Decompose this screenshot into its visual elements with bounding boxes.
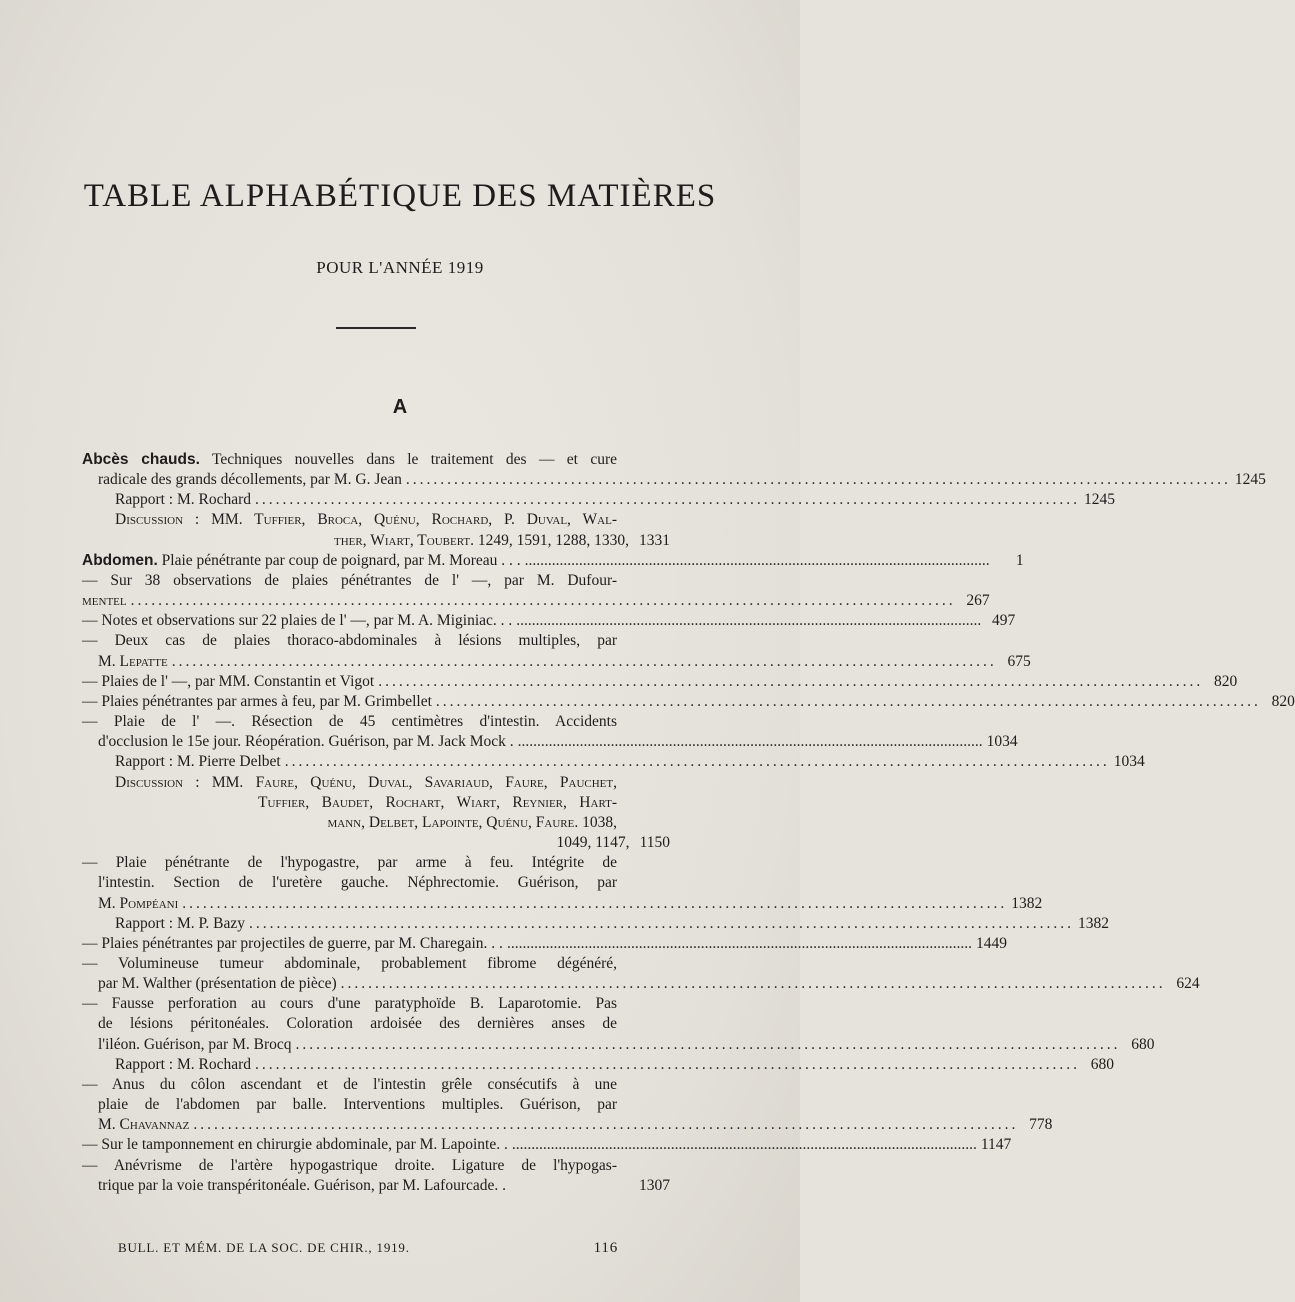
entry-text: de lésions péritonéales. Coloration ardoisée des dernières anses de [98, 1015, 617, 1033]
entry-text: 1049, 1147, [556, 834, 630, 852]
index-line [258, 792, 617, 813]
page-number: 1449 [975, 934, 1007, 952]
index-line [400, 832, 670, 853]
page-number: 680 [1131, 1035, 1155, 1053]
index-line [115, 509, 617, 530]
index-line [98, 1175, 670, 1196]
index-line [98, 1114, 1053, 1135]
page-number: 1331 [639, 531, 670, 549]
leader-dots: ........................................................................................................................ [517, 733, 983, 751]
index-line [98, 973, 1200, 994]
index-line [258, 812, 617, 833]
index-line [82, 570, 617, 591]
index-line [98, 731, 1018, 752]
entry-text: par M. Walther (présentation de pièce) [98, 975, 337, 993]
leader-dots: ........................................................................................................................ [193, 1116, 1019, 1134]
index-line [82, 590, 990, 611]
title-rule [336, 327, 416, 329]
index-line [82, 671, 1238, 692]
index-line [98, 1034, 1155, 1055]
index-line [115, 751, 1145, 772]
page-number: 820 [1213, 672, 1238, 690]
index-line [82, 852, 617, 873]
leader-dots: ........................................................................................................................ [182, 894, 1008, 912]
entry-text: ther, Wiart, Toubert. 1249, 1591, 1288, 1330, [334, 531, 629, 549]
entry-text: — Deux cas de plaies thoraco-abdominales à lésions multiples, par [82, 632, 617, 650]
entry-text: Plaie pénétrante par coup de poignard, par M. Moreau . . . [157, 551, 521, 569]
entry-text: — Fausse perforation au cours d'une paratyphoïde B. Laparotomie. Pas [82, 995, 617, 1013]
index-line [98, 651, 1031, 672]
entry-text: — Volumineuse tumeur abdominale, probablement fibrome dégénéré, [82, 955, 617, 972]
leader-dots: ........................................................................................................................ [249, 914, 1075, 932]
entry-text: d'occlusion le 15e jour. Réopération. Guérison, par M. Jack Mock . [98, 733, 514, 751]
leader-dots: ........................................................................................................................ [130, 592, 956, 610]
entry-text: M. Pompéani [98, 894, 179, 912]
page-number: 680 [1090, 1055, 1115, 1073]
entry-text: — Notes et observations sur 22 plaies de l' —, par M. A. Miginiac. . . [82, 612, 513, 630]
index-line [82, 1134, 1012, 1155]
index-line [82, 1155, 617, 1176]
leader-dots: ........................................................................................................................ [435, 692, 1261, 710]
leader-dots: ........................................................................................................................ [284, 753, 1110, 771]
index-line [115, 772, 617, 793]
entry-text: Rapport : M. Rochard [115, 1055, 252, 1073]
page-number: 1245 [1234, 471, 1266, 489]
leader-dots: ........................................................................................................................ [511, 1136, 977, 1154]
entry-text: — Anévrisme de l'artère hypogastrique droite. Ligature de l'hypogas- [82, 1156, 617, 1174]
index-line [115, 913, 1110, 934]
page-number: 1382 [1078, 914, 1110, 932]
entry-text: — Plaies pénétrantes par projectiles de guerre, par M. Charegain. . . [82, 934, 503, 952]
page-number: 1034 [986, 733, 1018, 751]
entry-text: Rapport : M. Pierre Delbet [115, 753, 281, 771]
page-number: 624 [1176, 975, 1200, 993]
index-line [82, 953, 617, 974]
entry-text: Rapport : M. Rochard [115, 491, 252, 509]
index-line [82, 1074, 617, 1095]
page-number: 1245 [1084, 491, 1116, 509]
entry-text: Discussion : MM. Tuffier, Broca, Quénu, Rochard, P. Duval, Wal- [115, 511, 617, 529]
page-number: 675 [1007, 652, 1031, 670]
entry-text: — Plaies pénétrantes par armes à feu, par M. Grimbellet [82, 692, 432, 710]
page-number: 497 [992, 612, 1016, 630]
entry-text: Tuffier, Baudet, Rochart, Wiart, Reynier, Hart- [258, 793, 617, 811]
index-line [82, 630, 617, 651]
index-line [82, 993, 617, 1014]
index-line [98, 1094, 617, 1115]
leader-dots: ........................................................................................................................ [506, 934, 972, 952]
leader-dots: ........................................................................................................................ [524, 551, 990, 569]
entry-text: — Sur 38 observations de plaies pénétrantes de l' —, par M. Dufour- [82, 571, 617, 589]
entry-text: trique par la voie transpéritonéale. Guérison, par M. Lafourcade. . [98, 1176, 507, 1194]
leader-dots: ........................................................................................................................ [378, 672, 1204, 690]
leader-dots: ........................................................................................................................ [516, 612, 982, 630]
page-number: 778 [1029, 1116, 1053, 1134]
entry-text: l'intestin. Section de l'uretère gauche. Néphrectomie. Guérison, par [98, 874, 617, 892]
index-line [98, 469, 1266, 490]
page-number: 1034 [1113, 753, 1145, 771]
page-title: TABLE ALPHABÉTIQUE DES MATIÈRES [83, 178, 717, 214]
page-number: 1307 [639, 1176, 670, 1194]
leader-dots: ........................................................................................................................ [295, 1035, 1121, 1053]
page-number: 1147 [980, 1136, 1012, 1154]
index-line [82, 691, 1295, 712]
index-line [115, 1054, 1115, 1075]
entry-text: Rapport : M. P. Bazy [115, 914, 246, 932]
entry-text: M. Chavannaz [98, 1116, 190, 1134]
entry-text: — Sur le tamponnement en chirurgie abdominale, par M. Lapointe. . [82, 1136, 508, 1154]
entry-text: radicale des grands décollements, par M. G. Jean [98, 471, 402, 489]
leader-dots: ........................................................................................................................ [255, 1055, 1081, 1073]
leader-dots: ........................................................................................................................ [255, 491, 1081, 509]
footer-page-number: 116 [593, 1240, 618, 1256]
leader-dots: ........................................................................................................................ [171, 652, 997, 670]
entry-text: plaie de l'abdomen par balle. Interventions multiples. Guérison, par [98, 1096, 617, 1114]
index-line [115, 489, 1116, 510]
index-line [98, 872, 617, 893]
page-number: 267 [966, 592, 990, 610]
page-number: 820 [1271, 692, 1295, 710]
index-line [258, 530, 670, 551]
index-line [82, 933, 1007, 954]
page-number: 1 [1015, 551, 1024, 569]
entry-text: — Plaie pénétrante de l'hypogastre, par arme à feu. Intégrite de [82, 854, 617, 872]
section-letter: A [392, 396, 408, 418]
entry-heading: Abdomen. [82, 551, 158, 569]
entry-text: — Plaies de l' —, par MM. Constantin et Vigot [82, 672, 375, 690]
index-line [98, 893, 1043, 914]
entry-text: Discussion : MM. Faure, Quénu, Duval, Savariaud, Faure, Pauchet, [115, 773, 617, 791]
index-line [82, 550, 1024, 571]
page-footer [118, 1240, 618, 1257]
footer-journal: BULL. ET MÉM. DE LA SOC. DE CHIR., 1919. [118, 1240, 410, 1255]
entry-text: mentel [82, 592, 127, 610]
entry-text: — Anus du côlon ascendant et de l'intestin grêle consécutifs à une [82, 1075, 617, 1093]
page-number: 1382 [1011, 894, 1043, 912]
page-number: 1150 [639, 834, 670, 852]
entry-text: M. Lepatte [98, 652, 168, 670]
index-line [82, 610, 1016, 631]
leader-dots: ........................................................................................................................ [405, 471, 1231, 489]
leader-dots: ........................................................................................................................ [340, 975, 1166, 993]
entry-text: l'iléon. Guérison, par M. Brocq [98, 1035, 292, 1053]
index-line [82, 711, 617, 732]
entry-text: Techniques nouvelles dans le traitement des — et cure [199, 451, 618, 468]
entry-text: — Plaie de l' —. Résection de 45 centimètres d'intestin. Accidents [82, 713, 617, 731]
index-line [98, 1013, 617, 1034]
entry-text: mann, Delbet, Lapointe, Quénu, Faure. 1038, [327, 813, 617, 831]
entry-heading: Abcès chauds. [82, 451, 200, 468]
page-subtitle: POUR L'ANNÉE 1919 [316, 258, 484, 277]
index-line [82, 449, 617, 470]
